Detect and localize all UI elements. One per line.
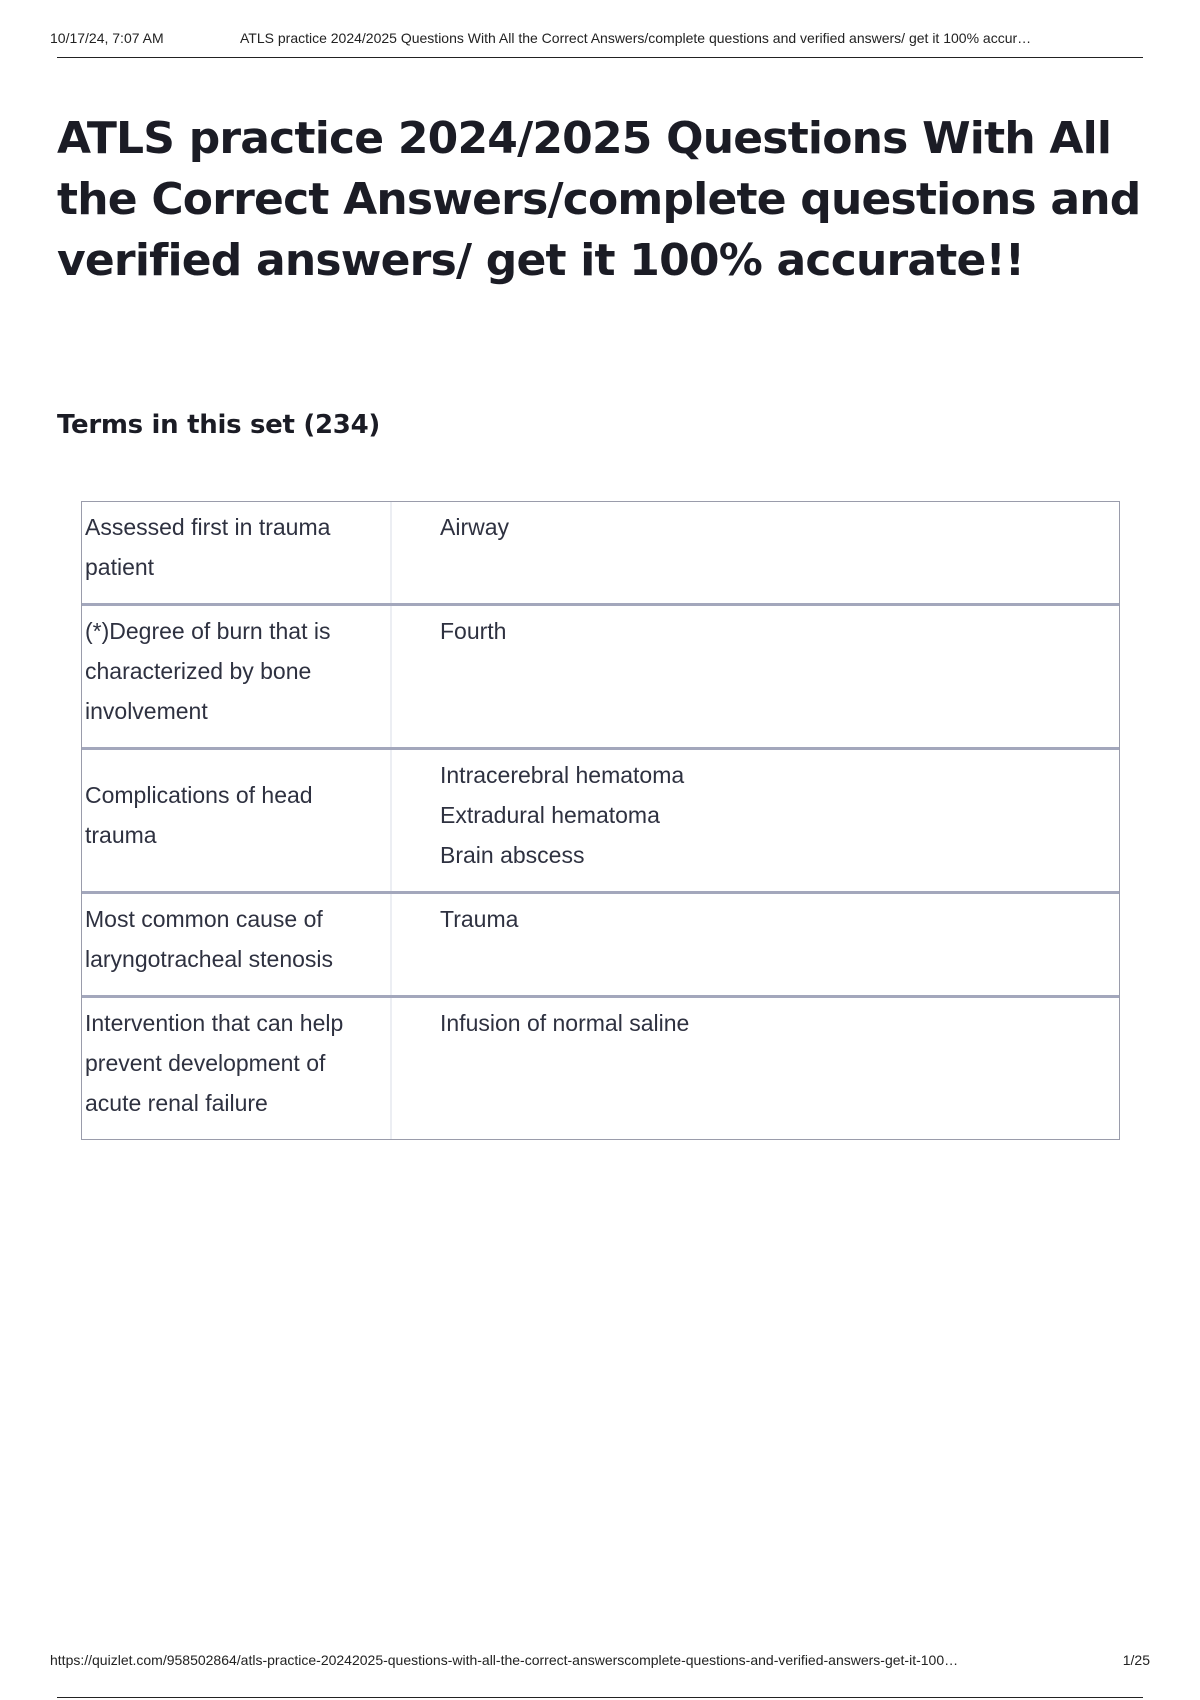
term-text: Intervention that can help prevent development of acute renal failure [82,998,392,1139]
header-divider [57,57,1143,58]
term-text: (*)Degree of burn that is characterized by bone involvement [82,606,392,747]
terms-heading: Terms in this set (234) [57,410,380,440]
footer-divider [57,1697,1143,1698]
print-header-title: ATLS practice 2024/2025 Questions With All the Correct Answers/complete questions and verified answers/ get it 100% accur… [240,30,1032,46]
page-url: https://quizlet.com/958502864/atls-practice-20242025-questions-with-all-the-correct-answerscomplete-questions-and-verified-answers-get-it-100… [50,1652,959,1668]
term-row [82,606,1119,750]
definition-line: Extradural hematoma [440,802,660,828]
term-text: Assessed first in trauma patient [82,502,392,603]
term-row [82,502,1119,606]
definition-line: Fourth [440,618,507,644]
definition-text [392,502,1119,603]
term-row [82,894,1119,998]
definition-text [392,998,1119,1139]
definition-line: Brain abscess [440,842,585,868]
definition-line: Infusion of normal saline [440,1010,690,1036]
print-footer [50,1652,1150,1674]
print-date: 10/17/24, 7:07 AM [50,30,164,46]
term-row [82,750,1119,894]
term-row [82,998,1119,1139]
definition-line: Intracerebral hematoma [440,762,685,788]
definition-text [392,750,1119,891]
terms-table [81,501,1120,1140]
definition-line: Trauma [440,906,519,932]
term-text: Complications of head trauma [82,750,392,891]
term-text: Most common cause of laryngotracheal stenosis [82,894,392,995]
page-title: ATLS practice 2024/2025 Questions With All the Correct Answers/complete questions and verified answers/ get it 100% accurate!! [57,113,1141,286]
definition-text [392,894,1119,995]
page-number: 1/25 [1122,1652,1150,1668]
print-header [50,30,1150,56]
definition-line: Airway [440,514,510,540]
definition-text [392,606,1119,747]
